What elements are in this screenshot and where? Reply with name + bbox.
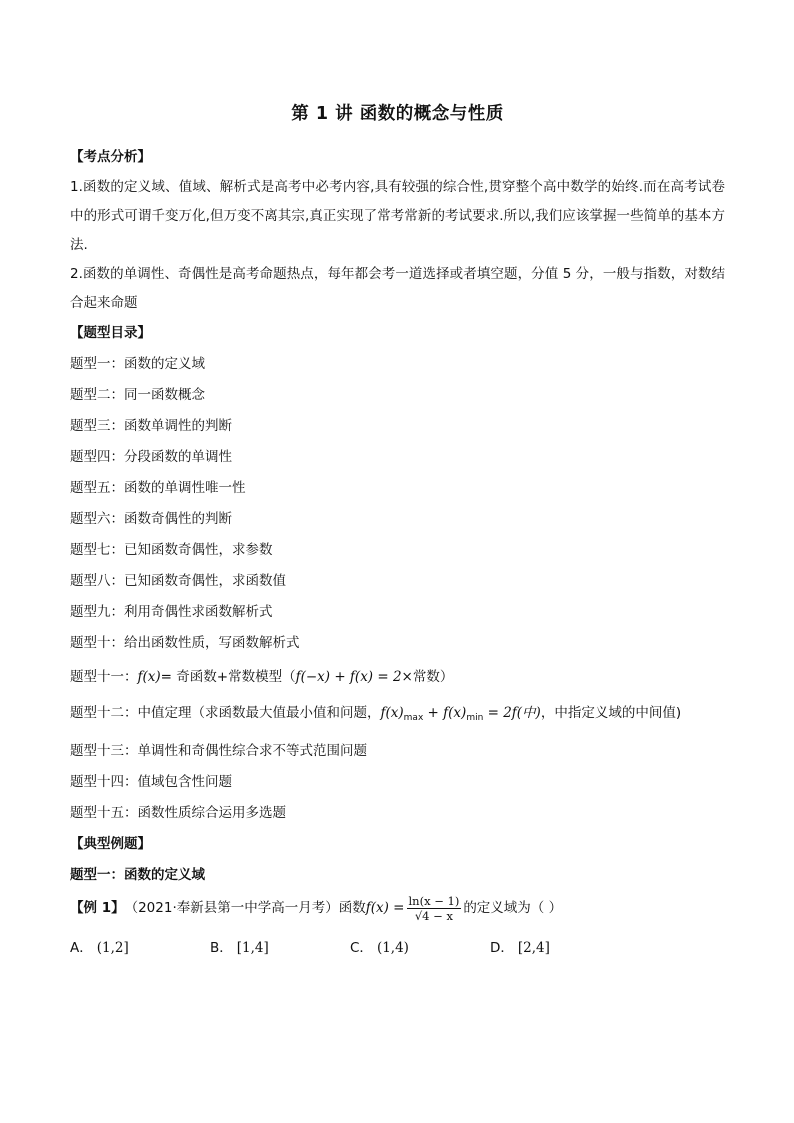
fraction-numerator: ln(x − 1) xyxy=(408,893,460,908)
page-title: 第 1 讲 函数的概念与性质 xyxy=(291,104,504,124)
catalog-item-12 xyxy=(70,695,725,736)
option-letter: A． xyxy=(70,940,93,956)
analysis-paragraph-1: 1.函数的定义域、值域、解析式是高考中必考内容,具有较强的综合性,贯穿整个高中数学的始终.而在高考试卷中的形式可谓千变万化,但万变不离其宗,真正实现了常考常新的考试要求.所以,我们应该掌握一些简单的基本方法. xyxy=(70,179,725,253)
type1-heading: 题型一：函数的定义域 xyxy=(70,867,205,883)
formula-plus: + xyxy=(423,705,444,721)
catalog-item: 题型二：同一函数概念 xyxy=(70,387,205,403)
catalog-item: 题型四：分段函数的单调性 xyxy=(70,449,232,465)
catalog-item-12-prefix: 题型十二：中值定理（求函数最大值最小值和问题， xyxy=(70,705,381,721)
catalog-item: 题型十四：值域包含性问题 xyxy=(70,774,232,790)
option-letter: D． xyxy=(490,940,514,956)
formula-fx-def: f(x) = xyxy=(365,900,405,916)
fraction xyxy=(407,894,462,923)
catalog-item: 题型七：已知函数奇偶性，求参数 xyxy=(70,542,273,558)
catalog-item-11 xyxy=(70,659,725,695)
catalog-item: 题型八：已知函数奇偶性，求函数值 xyxy=(70,573,286,589)
example-1-question xyxy=(70,891,725,925)
formula-fx: f(x) xyxy=(137,669,161,685)
fraction-denominator: √4 − x xyxy=(414,908,453,923)
formula-fmin: f(x) xyxy=(443,705,467,721)
catalog-item: 题型十：给出函数性质，写函数解析式 xyxy=(70,635,300,651)
option-value: (1,2] xyxy=(96,940,129,956)
option-b[interactable] xyxy=(210,933,350,963)
catalog-item-11-prefix: 题型十一： xyxy=(70,669,138,685)
catalog-item-12-tail: ，中指定义域的中间值) xyxy=(540,705,682,721)
option-d[interactable] xyxy=(490,933,630,963)
catalog-list xyxy=(70,349,725,829)
catalog-item: 题型一：函数的定义域 xyxy=(70,356,205,372)
catalog-item: 题型三：函数单调性的判断 xyxy=(70,418,232,434)
catalog-item: 题型十三：单调性和奇偶性综合求不等式范围问题 xyxy=(70,743,367,759)
document-page xyxy=(70,100,725,963)
example-1-label: 【例 1】 xyxy=(70,900,125,916)
option-value: [1,4] xyxy=(236,940,269,956)
example-1-source: （2021·奉新县第一中学高一月考）函数 xyxy=(124,900,366,916)
formula-eq-mid: = 2f(中) xyxy=(483,705,541,721)
examples-heading: 【典型例题】 xyxy=(70,836,151,852)
catalog-item-11-middle: = 奇函数+常数模型（ xyxy=(160,669,296,685)
example-1-tail: 的定义域为（ ） xyxy=(463,900,563,916)
catalog-item: 题型九：利用奇偶性求函数解析式 xyxy=(70,604,273,620)
catalog-item: 题型十五：函数性质综合运用多选题 xyxy=(70,805,286,821)
option-value: [2,4] xyxy=(517,940,550,956)
catalog-item: 题型六：函数奇偶性的判断 xyxy=(70,511,232,527)
analysis-heading: 【考点分析】 xyxy=(70,149,151,165)
subscript-max: max xyxy=(403,713,424,723)
subscript-min: min xyxy=(466,713,484,723)
option-c[interactable] xyxy=(350,933,490,963)
catalog-item-11-tail: 常数） xyxy=(412,669,454,685)
option-value: (1,4) xyxy=(376,940,409,956)
answer-options xyxy=(70,933,725,963)
formula-fmax: f(x) xyxy=(380,705,404,721)
catalog-heading: 【题型目录】 xyxy=(70,325,151,341)
analysis-paragraph-2: 2.函数的单调性、奇偶性是高考命题热点，每年都会考一道选择或者填空题，分值 5 分，一般与指数，对数结合起来命题 xyxy=(70,266,725,311)
option-letter: B． xyxy=(210,940,233,956)
option-a[interactable] xyxy=(70,933,210,963)
option-letter: C． xyxy=(350,940,373,956)
catalog-item: 题型五：函数的单调性唯一性 xyxy=(70,480,246,496)
formula-odd-sum: f(−x) + f(x) = 2× xyxy=(295,669,413,685)
